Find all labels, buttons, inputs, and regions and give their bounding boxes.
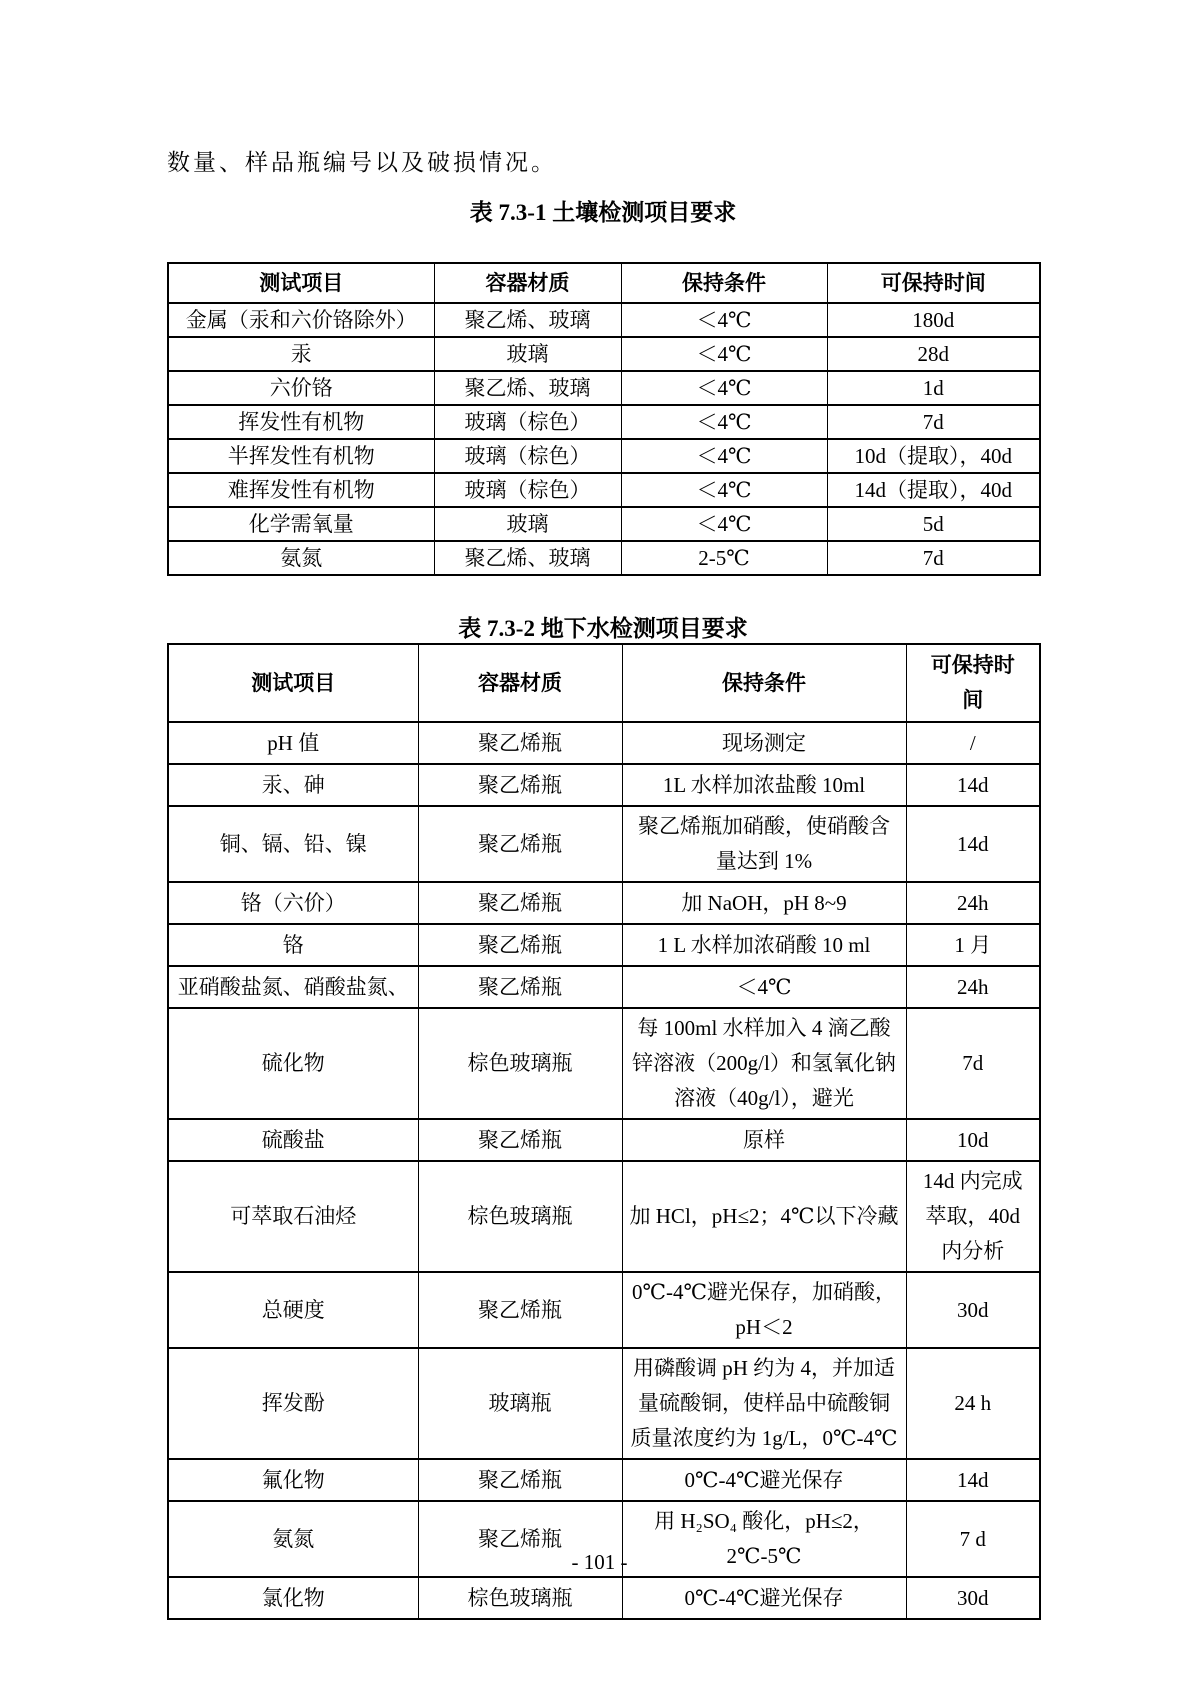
table-cell: 7d — [906, 1008, 1040, 1119]
column-header: 测试项目 — [168, 644, 418, 722]
table-cell: 聚乙烯瓶 — [418, 1501, 622, 1577]
groundwater-test-table — [167, 643, 1041, 1620]
table-row — [168, 371, 1040, 405]
table-row — [168, 1161, 1040, 1272]
intro-text: 数量、样品瓶编号以及破损情况。 — [167, 150, 557, 175]
table-cell: 28d — [827, 337, 1040, 371]
table-cell: 氯化物 — [168, 1577, 418, 1619]
table-row — [168, 966, 1040, 1008]
table-cell: 玻璃 — [434, 337, 621, 371]
table-cell: 1d — [827, 371, 1040, 405]
table-cell: 14d — [906, 1459, 1040, 1501]
table-cell: 棕色玻璃瓶 — [418, 1577, 622, 1619]
table-cell: 金属（汞和六价铬除外） — [168, 303, 434, 337]
table-cell: 聚乙烯瓶 — [418, 882, 622, 924]
table-cell: 7 d — [906, 1501, 1040, 1577]
table-cell: 0℃-4℃避光保存 — [622, 1459, 906, 1501]
soil-table-caption: 表 7.3-1 土壤检测项目要求 — [469, 200, 737, 225]
table-cell: 氟化物 — [168, 1459, 418, 1501]
table-cell: ＜4℃ — [621, 337, 827, 371]
table-cell: 0℃-4℃避光保存 — [622, 1577, 906, 1619]
table-cell: 聚乙烯瓶 — [418, 1272, 622, 1348]
table-cell: 聚乙烯、玻璃 — [434, 371, 621, 405]
table-cell: 0℃-4℃避光保存，加硝酸，pH＜2 — [622, 1272, 906, 1348]
table-cell: ＜4℃ — [622, 966, 906, 1008]
table-cell: 2-5℃ — [621, 541, 827, 575]
table-cell: 30d — [906, 1577, 1040, 1619]
table-cell: 180d — [827, 303, 1040, 337]
table-cell: 每 100ml 水样加入 4 滴乙酸锌溶液（200g/l）和氢氧化钠溶液（40g/l），避光 — [622, 1008, 906, 1119]
table-cell: 铬 — [168, 924, 418, 966]
table-cell: 难挥发性有机物 — [168, 473, 434, 507]
table-row — [168, 439, 1040, 473]
column-header: 容器材质 — [418, 644, 622, 722]
column-header: 可保持时间 — [906, 644, 1040, 722]
table-cell: ＜4℃ — [621, 303, 827, 337]
table-cell: ＜4℃ — [621, 507, 827, 541]
table-cell: 总硬度 — [168, 1272, 418, 1348]
table-cell: 六价铬 — [168, 371, 434, 405]
table-cell: pH 值 — [168, 722, 418, 764]
table-cell: 24h — [906, 966, 1040, 1008]
table-cell: / — [906, 722, 1040, 764]
soil-test-table — [167, 262, 1041, 576]
table-cell: 聚乙烯瓶加硝酸，使硝酸含量达到 1% — [622, 806, 906, 882]
table-cell: 棕色玻璃瓶 — [418, 1008, 622, 1119]
table-cell: 可萃取石油烃 — [168, 1161, 418, 1272]
table-cell: 1L 水样加浓盐酸 10ml — [622, 764, 906, 806]
table-cell: 棕色玻璃瓶 — [418, 1161, 622, 1272]
table-cell: 汞、砷 — [168, 764, 418, 806]
table-row — [168, 473, 1040, 507]
table-cell: 加 NaOH，pH 8~9 — [622, 882, 906, 924]
table-cell: 加 HCl，pH≤2；4℃以下冷藏 — [622, 1161, 906, 1272]
table-row — [168, 1348, 1040, 1459]
column-header: 可保持时间 — [827, 263, 1040, 303]
header-row — [168, 263, 1040, 303]
table-row — [168, 1008, 1040, 1119]
table-row — [168, 722, 1040, 764]
table-row — [168, 806, 1040, 882]
groundwater-table-caption: 表 7.3-2 地下水检测项目要求 — [458, 616, 748, 641]
table-cell: 聚乙烯、玻璃 — [434, 303, 621, 337]
table-cell: 聚乙烯瓶 — [418, 722, 622, 764]
groundwater-table-body — [168, 722, 1040, 1619]
table-cell: 铬（六价） — [168, 882, 418, 924]
table-cell: 24 h — [906, 1348, 1040, 1459]
table-cell: 现场测定 — [622, 722, 906, 764]
table-cell: 7d — [827, 541, 1040, 575]
table-row — [168, 1272, 1040, 1348]
table-row — [168, 405, 1040, 439]
column-header: 保持条件 — [621, 263, 827, 303]
table-cell: 聚乙烯、玻璃 — [434, 541, 621, 575]
table-cell: ＜4℃ — [621, 371, 827, 405]
table-cell: 7d — [827, 405, 1040, 439]
table-cell: ＜4℃ — [621, 473, 827, 507]
table-row — [168, 882, 1040, 924]
table-cell: 半挥发性有机物 — [168, 439, 434, 473]
table-cell: 挥发酚 — [168, 1348, 418, 1459]
header-row — [168, 644, 1040, 722]
table-cell: 30d — [906, 1272, 1040, 1348]
groundwater-table-header — [168, 644, 1040, 722]
table-cell: 5d — [827, 507, 1040, 541]
table-cell: 14d 内完成萃取，40d 内分析 — [906, 1161, 1040, 1272]
table-row — [168, 1577, 1040, 1619]
column-header: 容器材质 — [434, 263, 621, 303]
table-row — [168, 924, 1040, 966]
table-cell: 10d（提取），40d — [827, 439, 1040, 473]
soil-table-body — [168, 303, 1040, 575]
table-row — [168, 337, 1040, 371]
table-cell: 1 月 — [906, 924, 1040, 966]
table-row — [168, 541, 1040, 575]
table-cell: 24h — [906, 882, 1040, 924]
table-cell: 硫化物 — [168, 1008, 418, 1119]
table-cell: 氨氮 — [168, 541, 434, 575]
table-row — [168, 764, 1040, 806]
table-cell: 14d — [906, 806, 1040, 882]
table-cell: 氨氮 — [168, 1501, 418, 1577]
table-row — [168, 303, 1040, 337]
table-cell: 14d（提取），40d — [827, 473, 1040, 507]
table-cell: 玻璃（棕色） — [434, 473, 621, 507]
table-row — [168, 1119, 1040, 1161]
table-cell: 聚乙烯瓶 — [418, 764, 622, 806]
table-cell: 聚乙烯瓶 — [418, 1119, 622, 1161]
soil-table-header — [168, 263, 1040, 303]
table-cell: 玻璃 — [434, 507, 621, 541]
table-cell: 铜、镉、铅、镍 — [168, 806, 418, 882]
table-cell: 10d — [906, 1119, 1040, 1161]
table-cell: 用 H₂SO₄ 酸化，pH≤2，2℃-5℃ — [622, 1501, 906, 1577]
table-cell: 14d — [906, 764, 1040, 806]
column-header: 保持条件 — [622, 644, 906, 722]
table-cell: 用磷酸调 pH 约为 4，并加适量硫酸铜，使样品中硫酸铜质量浓度约为 1g/L，0℃-4℃ — [622, 1348, 906, 1459]
table-cell: 原样 — [622, 1119, 906, 1161]
table-row — [168, 507, 1040, 541]
table-cell: 挥发性有机物 — [168, 405, 434, 439]
table-cell: ＜4℃ — [621, 405, 827, 439]
table-cell: 亚硝酸盐氮、硝酸盐氮、 — [168, 966, 418, 1008]
table-cell: 玻璃瓶 — [418, 1348, 622, 1459]
table-cell: 玻璃（棕色） — [434, 405, 621, 439]
column-header: 测试项目 — [168, 263, 434, 303]
table-cell: 1 L 水样加浓硝酸 10 ml — [622, 924, 906, 966]
table-cell: 聚乙烯瓶 — [418, 966, 622, 1008]
table-cell: 汞 — [168, 337, 434, 371]
table-cell: 聚乙烯瓶 — [418, 1459, 622, 1501]
page-number: - 101 - — [571, 1550, 628, 1574]
table-cell: 化学需氧量 — [168, 507, 434, 541]
table-cell: ＜4℃ — [621, 439, 827, 473]
table-cell: 聚乙烯瓶 — [418, 924, 622, 966]
table-cell: 玻璃（棕色） — [434, 439, 621, 473]
table-cell: 硫酸盐 — [168, 1119, 418, 1161]
table-row — [168, 1459, 1040, 1501]
table-cell: 聚乙烯瓶 — [418, 806, 622, 882]
